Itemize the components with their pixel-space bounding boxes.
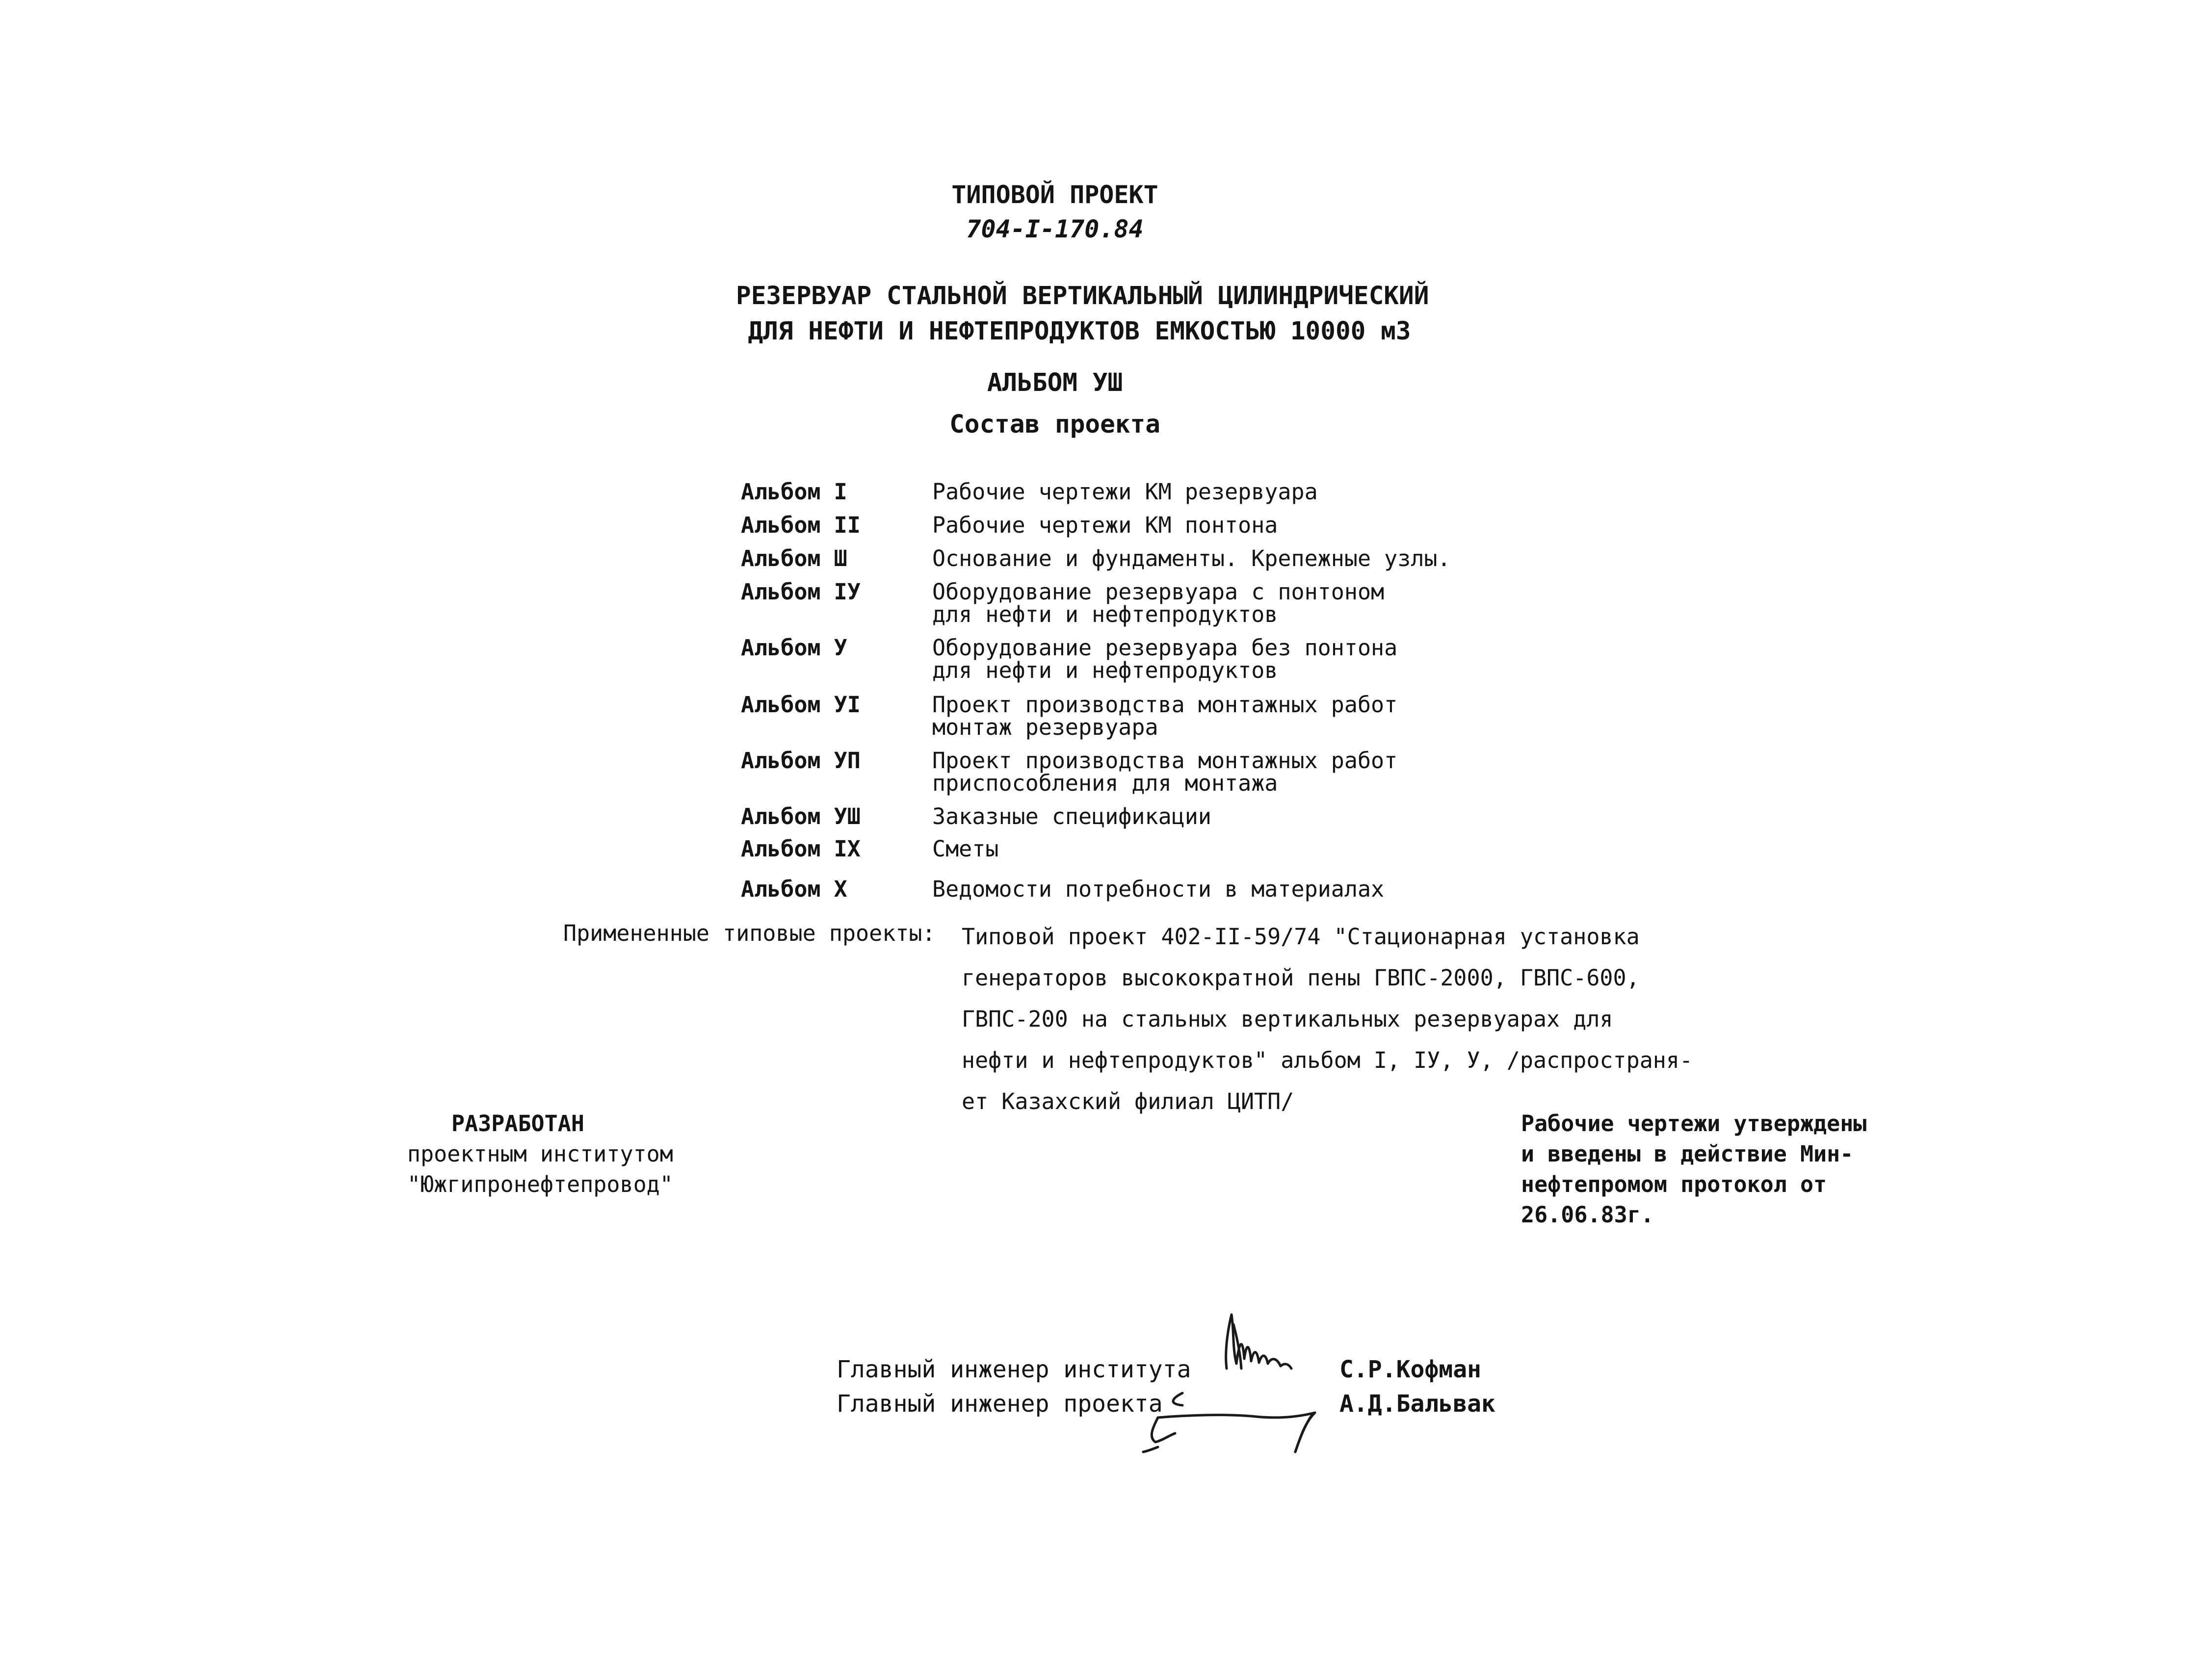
album-description-line: Рабочие чертежи КМ резервуара — [932, 479, 1318, 505]
developed-by-line: проектным институтом — [407, 1141, 673, 1167]
approval-line: нефтепромом протокол от — [1521, 1171, 1827, 1197]
album-description — [932, 838, 998, 860]
album-description — [932, 878, 1384, 901]
document-title-line-2: ДЛЯ НЕФТИ И НЕФТЕПРОДУКТОВ ЕМКОСТЬЮ 10000 м3 — [748, 317, 1411, 346]
developed-by-institute: "Южгипронефтепровод" — [407, 1171, 673, 1197]
album-description-line: Ведомости потребности в материалах — [932, 876, 1385, 902]
album-label: Альбом IX — [741, 836, 861, 862]
developed-by-block — [407, 1109, 673, 1200]
applied-projects-line: ГВПС-200 на стальных вертикальных резервуарах для — [962, 1006, 1613, 1032]
album-label: Альбом II — [741, 512, 861, 538]
applied-projects-label: Примененные типовые проекты: — [563, 920, 936, 946]
album-description — [932, 547, 1451, 570]
album-description-line: Проект производства монтажных работ — [932, 692, 1398, 718]
album-description-line: для нефти и нефтепродуктов — [932, 657, 1278, 683]
handwritten-signature — [1128, 1295, 1354, 1457]
signature-role: Главный инженер института — [837, 1356, 1191, 1383]
applied-projects-text — [962, 916, 1693, 1122]
document-title-line-1: РЕЗЕРВУАР СТАЛЬНОЙ ВЕРТИКАЛЬНЫЙ ЦИЛИНДРИЧЕСКИЙ — [736, 282, 1429, 310]
approval-line: Рабочие чертежи утверждены — [1521, 1111, 1867, 1137]
album-description-line: Оборудование резервуара с понтоном — [932, 579, 1385, 605]
project-type: ТИПОВОЙ ПРОЕКТ — [951, 181, 1158, 209]
album-description — [932, 481, 1318, 503]
approval-line: и введены в действие Мин- — [1521, 1141, 1854, 1167]
signature-name: С.Р.Кофман — [1339, 1356, 1481, 1383]
album-description-line: Проект производства монтажных работ — [932, 748, 1398, 774]
signature-name: А.Д.Бальвак — [1339, 1390, 1495, 1418]
album-label: Альбом УI — [741, 692, 861, 718]
approval-date: 26.06.83г. — [1521, 1202, 1654, 1228]
album-description-line: Оборудование резервуара без понтона — [932, 635, 1398, 661]
album-description — [932, 637, 1397, 682]
album-description-line: приспособления для монтажа — [932, 770, 1278, 796]
album-label: Альбом X — [741, 876, 847, 902]
section-title: Состав проекта — [949, 410, 1160, 439]
album-label: Альбом У — [741, 635, 847, 661]
applied-projects-line: Типовой проект 402-II-59/74 "Стационарная установка — [962, 924, 1640, 950]
album-description-line: монтаж резервуара — [932, 714, 1158, 740]
album-description-line: Рабочие чертежи КМ понтона — [932, 512, 1278, 538]
album-description-line: Сметы — [932, 836, 999, 862]
applied-projects-line: генераторов высокократной пены ГВПС-2000, ГВПС-600, — [962, 965, 1640, 991]
album-description-line: для нефти и нефтепродуктов — [932, 601, 1278, 627]
album-description-line: Заказные спецификации — [932, 803, 1211, 829]
album-label: Альбом IУ — [741, 579, 861, 605]
album-description — [932, 805, 1211, 828]
album-description — [932, 694, 1397, 739]
album-label: Альбом Ш — [741, 545, 847, 571]
album-number: АЛЬБОМ УШ — [987, 368, 1123, 397]
developed-by-heading: РАЗРАБОТАН — [451, 1111, 584, 1137]
project-number: 704-I-170.84 — [966, 215, 1144, 243]
album-label: Альбом I — [741, 479, 847, 505]
applied-projects-line: ет Казахский филиал ЦИТП/ — [962, 1088, 1294, 1114]
approval-block — [1521, 1109, 1866, 1230]
album-label: Альбом УШ — [741, 803, 861, 829]
signature-role: Главный инженер проекта — [837, 1390, 1163, 1418]
album-description — [932, 514, 1278, 537]
album-description — [932, 750, 1397, 795]
album-label: Альбом УП — [741, 748, 861, 774]
applied-projects-line: нефти и нефтепродуктов" альбом I, IУ, У, /распространя- — [962, 1047, 1693, 1073]
album-description — [932, 581, 1384, 626]
album-description-line: Основание и фундаменты. Крепежные узлы. — [932, 545, 1451, 571]
